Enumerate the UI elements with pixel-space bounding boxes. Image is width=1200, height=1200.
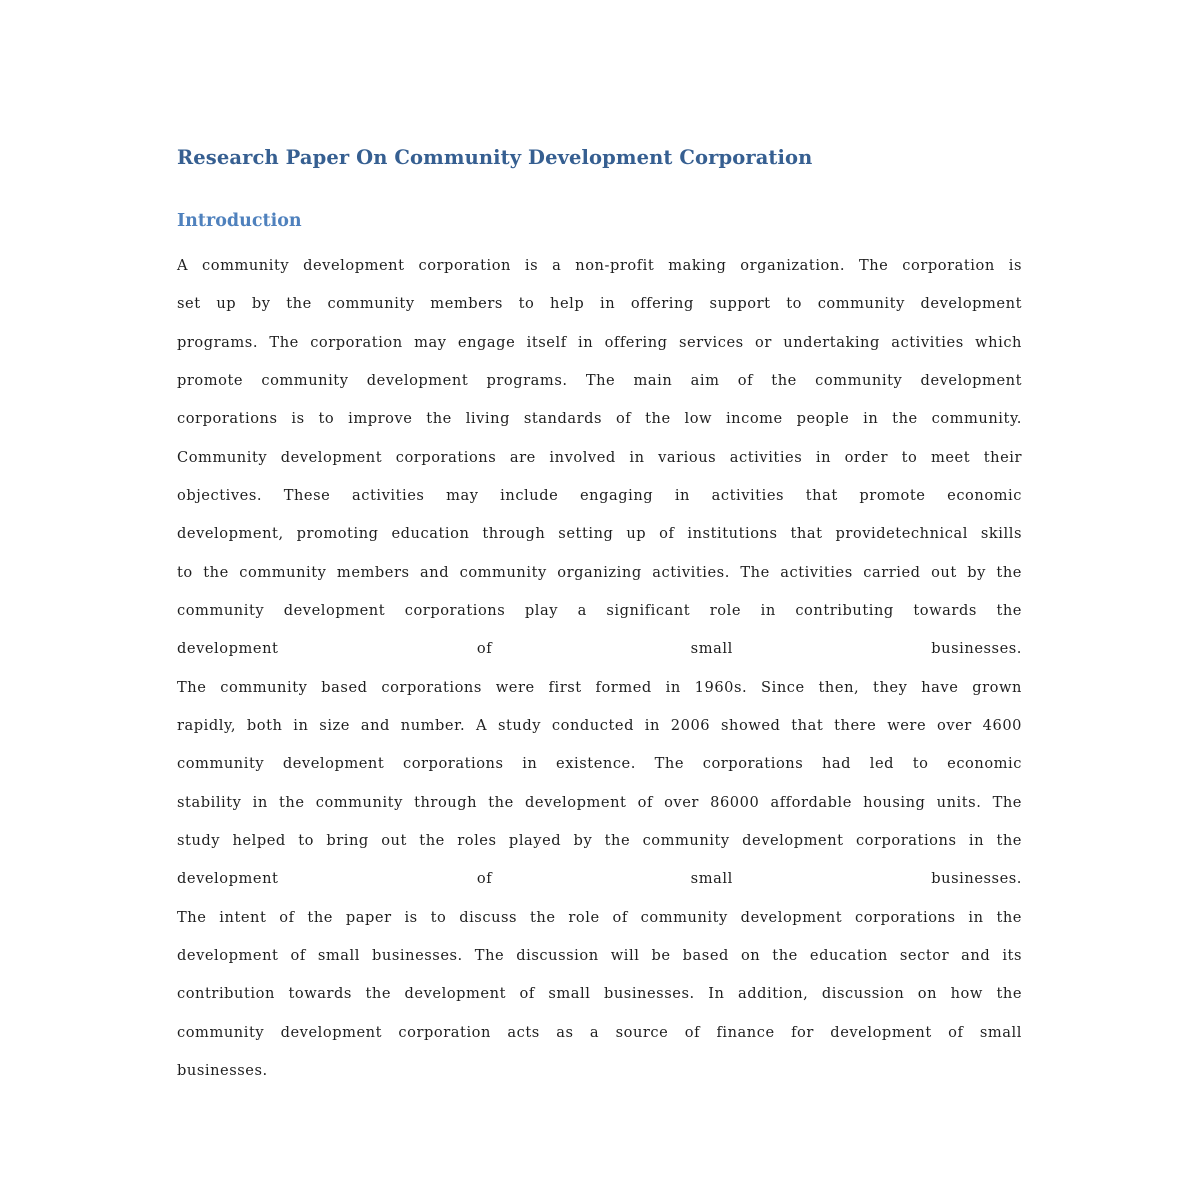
- body-line: contribution towards the development of small businesses. In addition, discussion on how the: [177, 985, 1022, 1003]
- body-line: programs. The corporation may engage itself in offering services or undertaking activities which: [177, 333, 1022, 351]
- introduction-body: [177, 253, 1022, 1096]
- body-line: A community development corporation is a non-profit making organization. The corporation is: [177, 257, 1022, 274]
- body-line: objectives. These activities may include engaging in activities that promote economic: [177, 486, 1022, 504]
- body-line: stability in the community through the development of over 86000 affordable housing units. The: [177, 793, 1022, 811]
- body-line: corporations is to improve the living standards of the low income people in the community.: [177, 410, 1022, 428]
- body-line: study helped to bring out the roles played by the community development corporations in the: [177, 831, 1022, 849]
- document-title: Research Paper On Community Development Corporation: [177, 146, 813, 169]
- body-line: The community based corporations were first formed in 1960s. Since then, they have grown: [177, 678, 1022, 696]
- body-line: promote community development programs. The main aim of the community development: [177, 371, 1022, 389]
- body-line: development of small businesses. The discussion will be based on the education sector and its: [177, 946, 1022, 964]
- body-line: development of small businesses.: [177, 870, 1022, 888]
- body-line: development of small businesses.: [177, 640, 1022, 658]
- body-line: Community development corporations are involved in various activities in order to meet their: [177, 448, 1022, 466]
- body-line: community development corporation acts as a source of finance for development of small: [177, 1023, 1022, 1041]
- body-line: development, promoting education through setting up of institutions that providetechnical skills: [177, 525, 1022, 543]
- body-line: community development corporations in existence. The corporations had led to economic: [177, 755, 1022, 773]
- body-line: to the community members and community organizing activities. The activities carried out by the: [177, 563, 1022, 581]
- section-heading-introduction: Introduction: [177, 211, 302, 231]
- body-line: set up by the community members to help in offering support to community development: [177, 295, 1022, 313]
- body-line: community development corporations play a significant role in contributing towards the: [177, 601, 1022, 619]
- body-line: businesses.: [177, 1061, 268, 1079]
- body-line: rapidly, both in size and number. A study conducted in 2006 showed that there were over 4600: [177, 716, 1022, 734]
- body-line: The intent of the paper is to discuss the role of community development corporations in the: [177, 908, 1022, 926]
